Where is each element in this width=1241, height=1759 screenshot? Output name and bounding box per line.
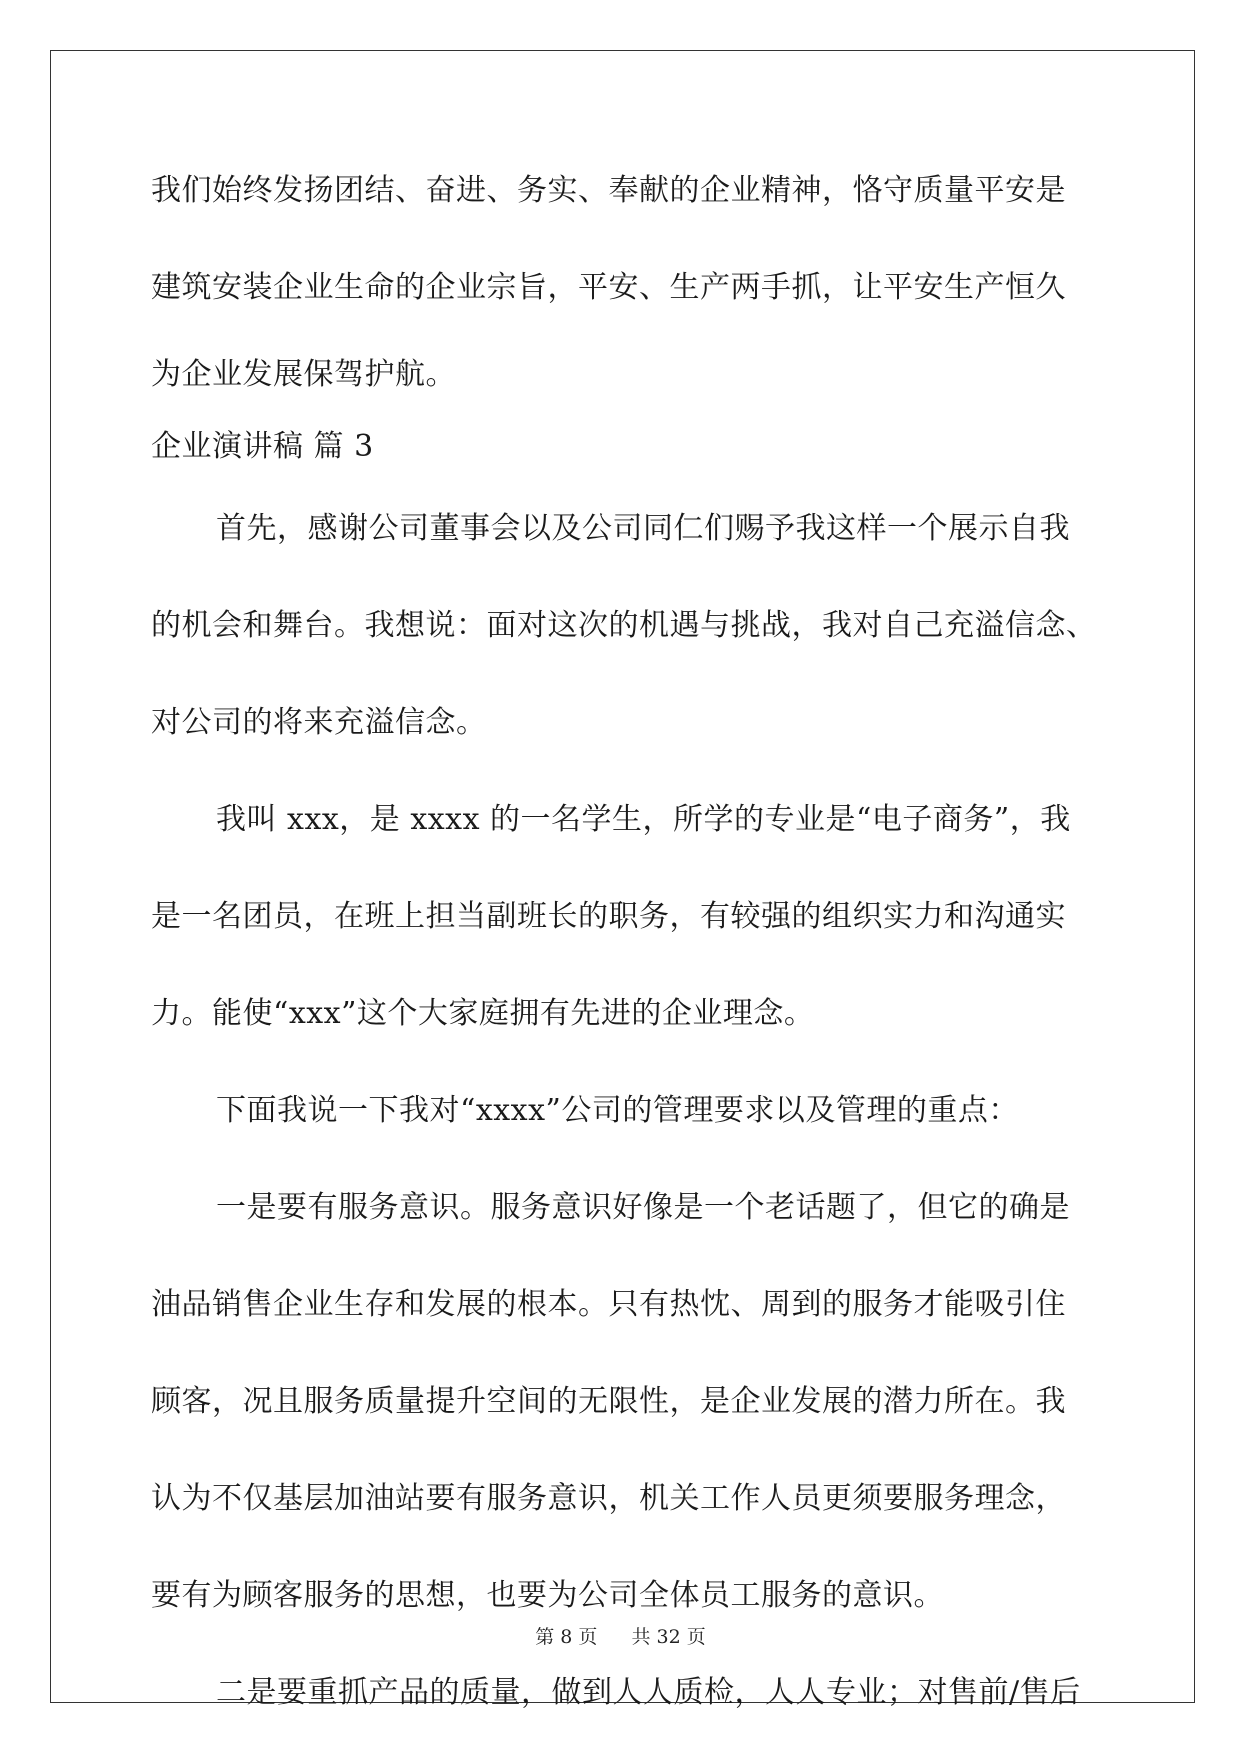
body-line: 一是要有服务意识。服务意识好像是一个老话题了，但它的确是 (216, 1190, 1070, 1225)
body-line: 要有为顾客服务的思想，也要为公司全体员工服务的意识。 (151, 1578, 944, 1613)
body-line: 首先，感谢公司董事会以及公司同仁们赐予我这样一个展示自我 (216, 511, 1070, 546)
body-line: 为企业发展保驾护航。 (151, 357, 456, 392)
body-line: 力。能使“xxx”这个大家庭拥有先进的企业理念。 (151, 996, 815, 1031)
body-line: 我叫 xxx，是 xxxx 的一名学生，所学的专业是“电子商务”，我 (216, 802, 1071, 837)
body-line: 的机会和舞台。我想说：面对这次的机遇与挑战，我对自己充溢信念、 (151, 608, 1097, 643)
body-line: 油品销售企业生存和发展的根本。只有热忱、周到的服务才能吸引住 (151, 1287, 1066, 1322)
page-total: 共 32 页 (631, 1626, 706, 1648)
page-number: 第 8 页 (535, 1626, 598, 1648)
document-body (151, 160, 1097, 1759)
page-footer (0, 1622, 1241, 1649)
section-heading: 企业演讲稿 篇 3 (151, 429, 374, 464)
body-line: 下面我说一下我对“xxxx”公司的管理要求以及管理的重点： (216, 1093, 1019, 1128)
body-line: 建筑安装企业生命的企业宗旨，平安、生产两手抓，让平安生产恒久 (151, 270, 1066, 305)
body-line: 顾客，况且服务质量提升空间的无限性，是企业发展的潜力所在。我 (151, 1384, 1066, 1419)
body-line: 是一名团员，在班上担当副班长的职务，有较强的组织实力和沟通实 (151, 899, 1066, 934)
body-line: 对公司的将来充溢信念。 (151, 705, 487, 740)
body-line: 认为不仅基层加油站要有服务意识，机关工作人员更须要服务理念， (151, 1481, 1066, 1516)
body-line: 二是要重抓产品的质量，做到人人质检，人人专业；对售前/售后 (216, 1675, 1081, 1710)
body-line: 我们始终发扬团结、奋进、务实、奉献的企业精神，恪守质量平安是 (151, 173, 1066, 208)
